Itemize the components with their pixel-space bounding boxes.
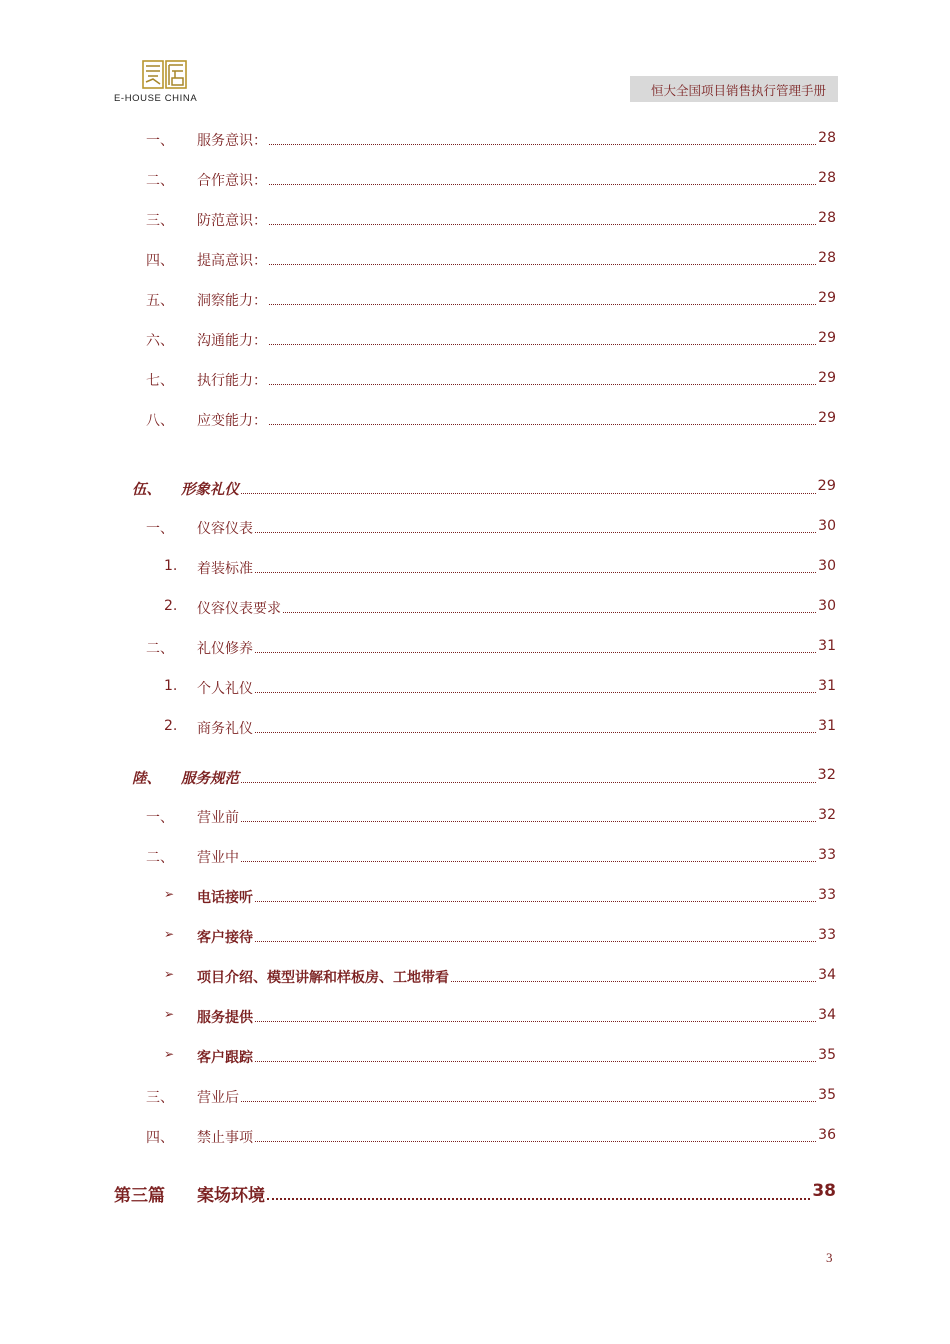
- toc-entry-page: 31: [818, 678, 836, 694]
- toc-entry-number: 四、: [146, 253, 174, 269]
- toc-entry-title: 个人礼仪: [197, 681, 253, 697]
- toc-entry-title: 礼仪修养: [197, 641, 253, 657]
- dot-leader: [255, 1060, 816, 1062]
- dot-leader: [283, 611, 816, 613]
- document-title: 恒大全国项目销售执行管理手册: [650, 83, 826, 98]
- toc-entry[interactable]: [0, 678, 950, 702]
- toc-entry-page: 33: [818, 927, 836, 943]
- dot-leader: [255, 900, 816, 902]
- toc-entry-title: 案场环境: [197, 1186, 265, 1206]
- toc-entry[interactable]: [0, 598, 950, 622]
- dot-leader: [255, 531, 816, 533]
- toc-entry-title: 营业中: [197, 850, 239, 866]
- toc-entry-number: 二、: [146, 641, 174, 657]
- toc-entry-page: 29: [818, 330, 836, 346]
- dot-leader: [241, 492, 816, 494]
- toc-entry-page: 30: [818, 558, 836, 574]
- dot-leader: [269, 223, 816, 225]
- dot-leader: [269, 143, 816, 145]
- toc-entry-title: 商务礼仪: [197, 721, 253, 737]
- toc-entry-page: 29: [817, 478, 836, 494]
- toc-entry-title: 着装标准: [197, 561, 253, 577]
- toc-entry-title: 合作意识：: [197, 173, 267, 189]
- dot-leader: [255, 651, 816, 653]
- toc-entry-page: 35: [818, 1087, 836, 1103]
- toc-entry-page: 28: [818, 250, 836, 266]
- toc-entry-title: 营业前: [197, 810, 239, 826]
- toc-entry-title: 提高意识：: [197, 253, 267, 269]
- toc-entry-page: 28: [818, 130, 836, 146]
- toc-entry-page: 32: [817, 767, 836, 783]
- toc-entry[interactable]: [0, 1181, 950, 1205]
- dot-leader: [269, 263, 816, 265]
- toc-entry-page: 28: [818, 210, 836, 226]
- toc-entry-title: 项目介绍、模型讲解和样板房、工地带看: [197, 970, 449, 986]
- company-logo: [114, 60, 224, 105]
- dot-leader: [269, 303, 816, 305]
- toc-entry[interactable]: [0, 767, 950, 791]
- toc-entry-number: 2.: [164, 718, 178, 734]
- toc-entry-page: 36: [818, 1127, 836, 1143]
- dot-leader: [269, 183, 816, 185]
- toc-entry[interactable]: [0, 638, 950, 662]
- toc-entry[interactable]: [0, 967, 950, 991]
- toc-entry-number: 八、: [146, 413, 174, 429]
- dot-leader: [241, 1100, 816, 1102]
- dot-leader: [255, 940, 816, 942]
- toc-entry[interactable]: [0, 130, 950, 154]
- toc-entry-title: 仪容仪表要求: [197, 601, 281, 617]
- toc-entry-title: 禁止事项: [197, 1130, 253, 1146]
- dot-leader: [255, 1020, 816, 1022]
- toc-entry-number: 伍、: [132, 482, 161, 498]
- dot-leader: [255, 1140, 816, 1142]
- toc-entry-title: 应变能力：: [197, 413, 267, 429]
- toc-entry-title: 形象礼仪: [181, 482, 239, 498]
- dot-leader: [269, 343, 816, 345]
- toc-entry-number: 三、: [146, 213, 174, 229]
- dot-leader: [241, 820, 816, 822]
- toc-entry-page: 30: [818, 518, 836, 534]
- toc-entry[interactable]: [0, 847, 950, 871]
- toc-entry-number: 陸、: [132, 771, 161, 787]
- toc-entry-number: 二、: [146, 850, 174, 866]
- toc-entry[interactable]: [0, 1047, 950, 1071]
- bullet-arrow-icon: ➢: [164, 887, 175, 901]
- toc-entry-page: 33: [818, 887, 836, 903]
- bullet-arrow-icon: ➢: [164, 1047, 175, 1061]
- toc-entry-page: 31: [818, 718, 836, 734]
- toc-entry-page: 33: [818, 847, 836, 863]
- bullet-arrow-icon: ➢: [164, 927, 175, 941]
- toc-entry-title: 客户跟踪: [197, 1050, 253, 1066]
- toc-entry-title: 服务规范: [181, 771, 239, 787]
- toc-entry-page: 30: [818, 598, 836, 614]
- toc-entry[interactable]: [0, 807, 950, 831]
- toc-entry-number: 六、: [146, 333, 174, 349]
- toc-entry-page: 34: [818, 1007, 836, 1023]
- toc-entry-page: 29: [818, 290, 836, 306]
- toc-entry-number: 第三篇: [114, 1186, 165, 1206]
- logo-mark-icon: [142, 60, 188, 90]
- bullet-arrow-icon: ➢: [164, 1007, 175, 1021]
- toc-entry-page: 38: [812, 1181, 836, 1201]
- toc-entry-title: 服务提供: [197, 1010, 253, 1026]
- toc-entry[interactable]: [0, 887, 950, 911]
- toc-entry-page: 32: [818, 807, 836, 823]
- toc-entry-number: 1.: [164, 678, 178, 694]
- toc-entry[interactable]: [0, 1087, 950, 1111]
- toc-entry[interactable]: [0, 1127, 950, 1151]
- toc-entry-number: 二、: [146, 173, 174, 189]
- toc-entry-number: 一、: [146, 133, 174, 149]
- toc-entry[interactable]: [0, 927, 950, 951]
- toc-entry[interactable]: [0, 478, 950, 502]
- toc-entry-number: 1.: [164, 558, 178, 574]
- dot-leader: [241, 781, 816, 783]
- toc-entry-page: 31: [818, 638, 836, 654]
- toc-entry-page: 29: [818, 370, 836, 386]
- dot-leader: [255, 571, 816, 573]
- dot-leader: [269, 423, 816, 425]
- logo-brand-text: E-HOUSE CHINA: [114, 93, 198, 104]
- toc-entry-page: 28: [818, 170, 836, 186]
- toc-entry-number: 七、: [146, 373, 174, 389]
- toc-entry-title: 营业后: [197, 1090, 239, 1106]
- dot-leader: [255, 731, 816, 733]
- toc-entry[interactable]: [0, 170, 950, 194]
- toc-entry-page: 34: [818, 967, 836, 983]
- toc-entry-title: 仪容仪表: [197, 521, 253, 537]
- dot-leader: [267, 1197, 810, 1200]
- toc-entry-title: 防范意识：: [197, 213, 267, 229]
- toc-entry[interactable]: [0, 250, 950, 274]
- document-header: [630, 76, 838, 102]
- toc-entry-title: 电话接听: [197, 890, 253, 906]
- toc-entry-title: 沟通能力：: [197, 333, 267, 349]
- toc-entry[interactable]: [0, 290, 950, 314]
- toc-entry-title: 客户接待: [197, 930, 253, 946]
- toc-entry-number: 五、: [146, 293, 174, 309]
- toc-entry-number: 四、: [146, 1130, 174, 1146]
- toc-entry-title: 服务意识：: [197, 133, 267, 149]
- toc-entry[interactable]: [0, 210, 950, 234]
- dot-leader: [241, 860, 816, 862]
- toc-entry-title: 执行能力：: [197, 373, 267, 389]
- toc-entry-number: 一、: [146, 521, 174, 537]
- toc-entry[interactable]: [0, 330, 950, 354]
- dot-leader: [451, 980, 816, 982]
- toc-entry-page: 29: [818, 410, 836, 426]
- toc-entry-page: 35: [818, 1047, 836, 1063]
- toc-entry[interactable]: [0, 718, 950, 742]
- toc-entry-number: 一、: [146, 810, 174, 826]
- toc-entry[interactable]: [0, 410, 950, 434]
- dot-leader: [269, 383, 816, 385]
- toc-entry-title: 洞察能力：: [197, 293, 267, 309]
- toc-entry[interactable]: [0, 558, 950, 582]
- toc-entry[interactable]: [0, 370, 950, 394]
- toc-entry-number: 三、: [146, 1090, 174, 1106]
- toc-entry[interactable]: [0, 518, 950, 542]
- page-number: 3: [826, 1250, 833, 1265]
- toc-entry-number: 2.: [164, 598, 178, 614]
- bullet-arrow-icon: ➢: [164, 967, 175, 981]
- toc-entry[interactable]: [0, 1007, 950, 1031]
- dot-leader: [255, 691, 816, 693]
